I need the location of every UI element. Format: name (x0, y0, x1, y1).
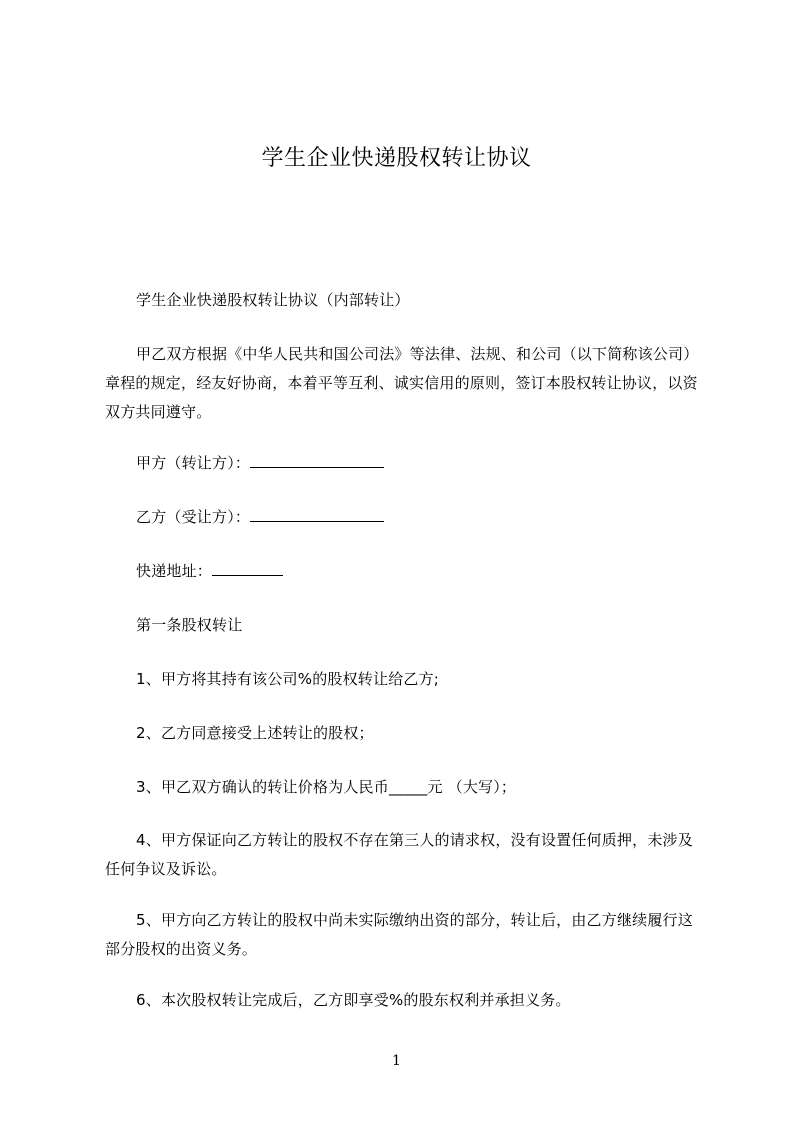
clause-5: 5、甲方向乙方转让的股权中尚未实际缴纳出资的部分，转让后，由乙方继续履行这部分股权的出资义务。 (105, 911, 693, 958)
address-label: 快递地址： (136, 562, 213, 580)
clause-2: 2、乙方同意接受上述转让的股权； (136, 724, 374, 742)
clause-1: 1、甲方将其持有该公司%的股权转让给乙方; (136, 670, 440, 688)
page-number: 1 (392, 1053, 401, 1069)
address-blank-line (212, 561, 283, 576)
clause-4: 4、甲方保证向乙方转让的股权不存在第三人的请求权，没有设置任何质押，未涉及任何争议及诉讼。 (105, 831, 693, 878)
clause-3: 3、甲乙双方确认的转让价格为人民币_____元 （大写）； (136, 778, 517, 796)
party-a-row (105, 449, 705, 478)
article-1-heading: 第一条股权转让 (136, 616, 243, 634)
party-a-label: 甲方（转让方）： (136, 454, 251, 472)
clause-6: 6、本次股权转让完成后，乙方即享受%的股东权利并承担义务。 (136, 991, 571, 1009)
intro-paragraph: 甲乙双方根据《中华人民共和国公司法》等法律、法规、和公司（以下简称该公司）章程的规定，经友好协商，本着平等互利、诚实信用的原则，签订本股权转让协议，以资双方共同遵守。 (105, 345, 699, 421)
document-subtitle: 学生企业快递股权转让协议（内部转让） (136, 291, 410, 309)
party-b-label: 乙方（受让方）： (136, 508, 251, 526)
document-title: 学生企业快递股权转让协议 (261, 146, 532, 171)
address-row (105, 557, 705, 586)
party-b-blank-line (250, 507, 384, 522)
party-a-blank-line (250, 453, 384, 468)
party-b-row (105, 503, 705, 532)
